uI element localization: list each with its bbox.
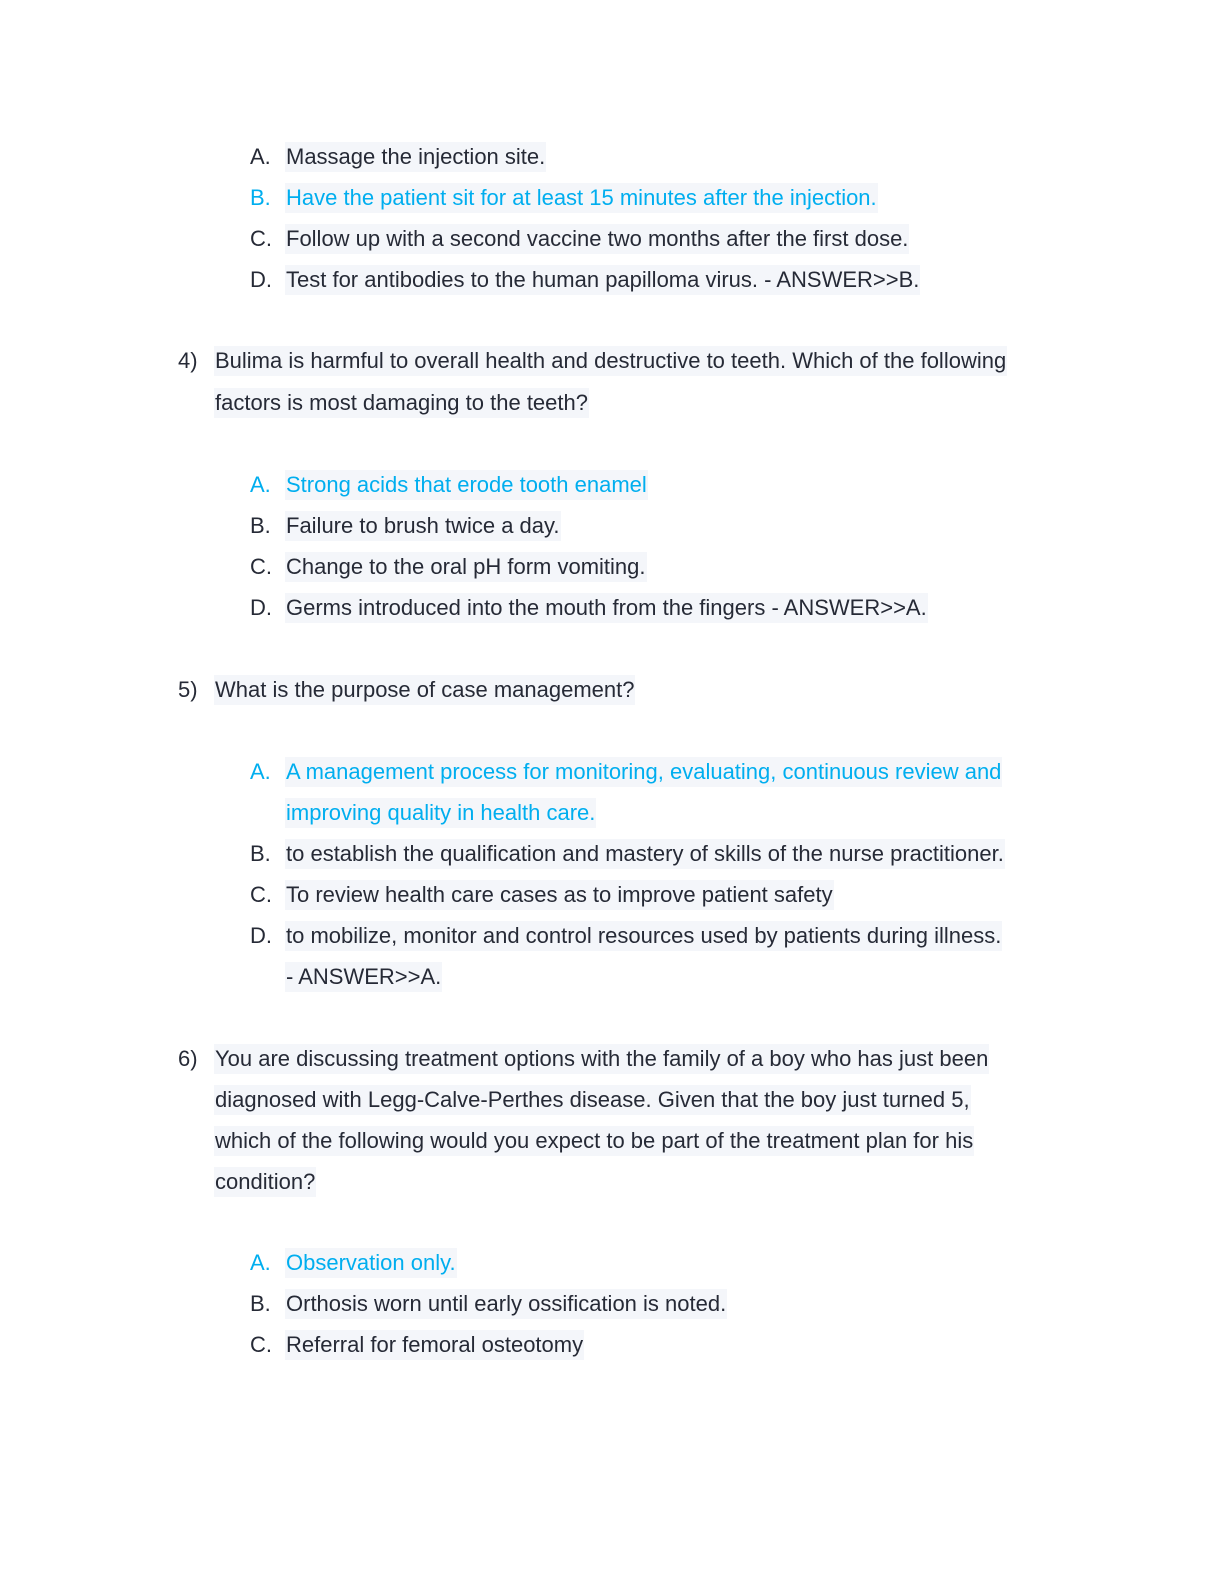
option-d: Test for antibodies to the human papilloma virus. - ANSWER>>B. <box>285 265 920 295</box>
question-text: diagnosed with Legg-Calve-Perthes disease. Given that the boy just turned 5, <box>214 1085 971 1115</box>
option-marker: B. <box>250 513 271 538</box>
question-number: 4) <box>178 348 198 373</box>
option-marker: D. <box>250 267 272 292</box>
option-c: Referral for femoral osteotomy <box>285 1330 584 1360</box>
option-d: Germs introduced into the mouth from the fingers - ANSWER>>A. <box>285 593 928 623</box>
option-a-correct: Strong acids that erode tooth enamel <box>285 470 648 500</box>
question-text: condition? <box>214 1167 316 1197</box>
option-c: To review health care cases as to improve patient safety <box>285 880 834 910</box>
question-text: What is the purpose of case management? <box>214 675 635 705</box>
option-a: Massage the injection site. <box>285 142 546 172</box>
option-marker: B. <box>250 1291 271 1316</box>
option-a-correct: improving quality in health care. <box>285 798 596 828</box>
question-text: Bulima is harmful to overall health and destructive to teeth. Which of the following <box>214 346 1007 376</box>
option-a-correct: A management process for monitoring, evaluating, continuous review and <box>285 757 1002 787</box>
option-marker: C. <box>250 1332 272 1357</box>
option-marker: B. <box>250 185 271 210</box>
option-marker: B. <box>250 841 271 866</box>
option-b: to establish the qualification and mastery of skills of the nurse practitioner. <box>285 839 1005 869</box>
option-b: Orthosis worn until early ossification is noted. <box>285 1289 727 1319</box>
option-marker: C. <box>250 226 272 251</box>
question-number: 5) <box>178 677 198 702</box>
option-marker: D. <box>250 923 272 948</box>
option-b-correct: Have the patient sit for at least 15 minutes after the injection. <box>285 183 878 213</box>
option-b: Failure to brush twice a day. <box>285 511 561 541</box>
option-marker: D. <box>250 595 272 620</box>
option-marker: C. <box>250 554 272 579</box>
option-c: Change to the oral pH form vomiting. <box>285 552 647 582</box>
option-d: to mobilize, monitor and control resources used by patients during illness. <box>285 921 1002 951</box>
question-number: 6) <box>178 1046 198 1071</box>
option-marker: A. <box>250 472 271 497</box>
option-d: - ANSWER>>A. <box>285 962 442 992</box>
question-text: You are discussing treatment options with the family of a boy who has just been <box>214 1044 989 1074</box>
option-c: Follow up with a second vaccine two months after the first dose. <box>285 224 909 254</box>
question-text: which of the following would you expect to be part of the treatment plan for his <box>214 1126 974 1156</box>
option-marker: A. <box>250 144 271 169</box>
option-marker: A. <box>250 759 271 784</box>
question-text: factors is most damaging to the teeth? <box>214 388 589 418</box>
option-marker: C. <box>250 882 272 907</box>
option-a-correct: Observation only. <box>285 1248 457 1278</box>
option-marker: A. <box>250 1250 271 1275</box>
